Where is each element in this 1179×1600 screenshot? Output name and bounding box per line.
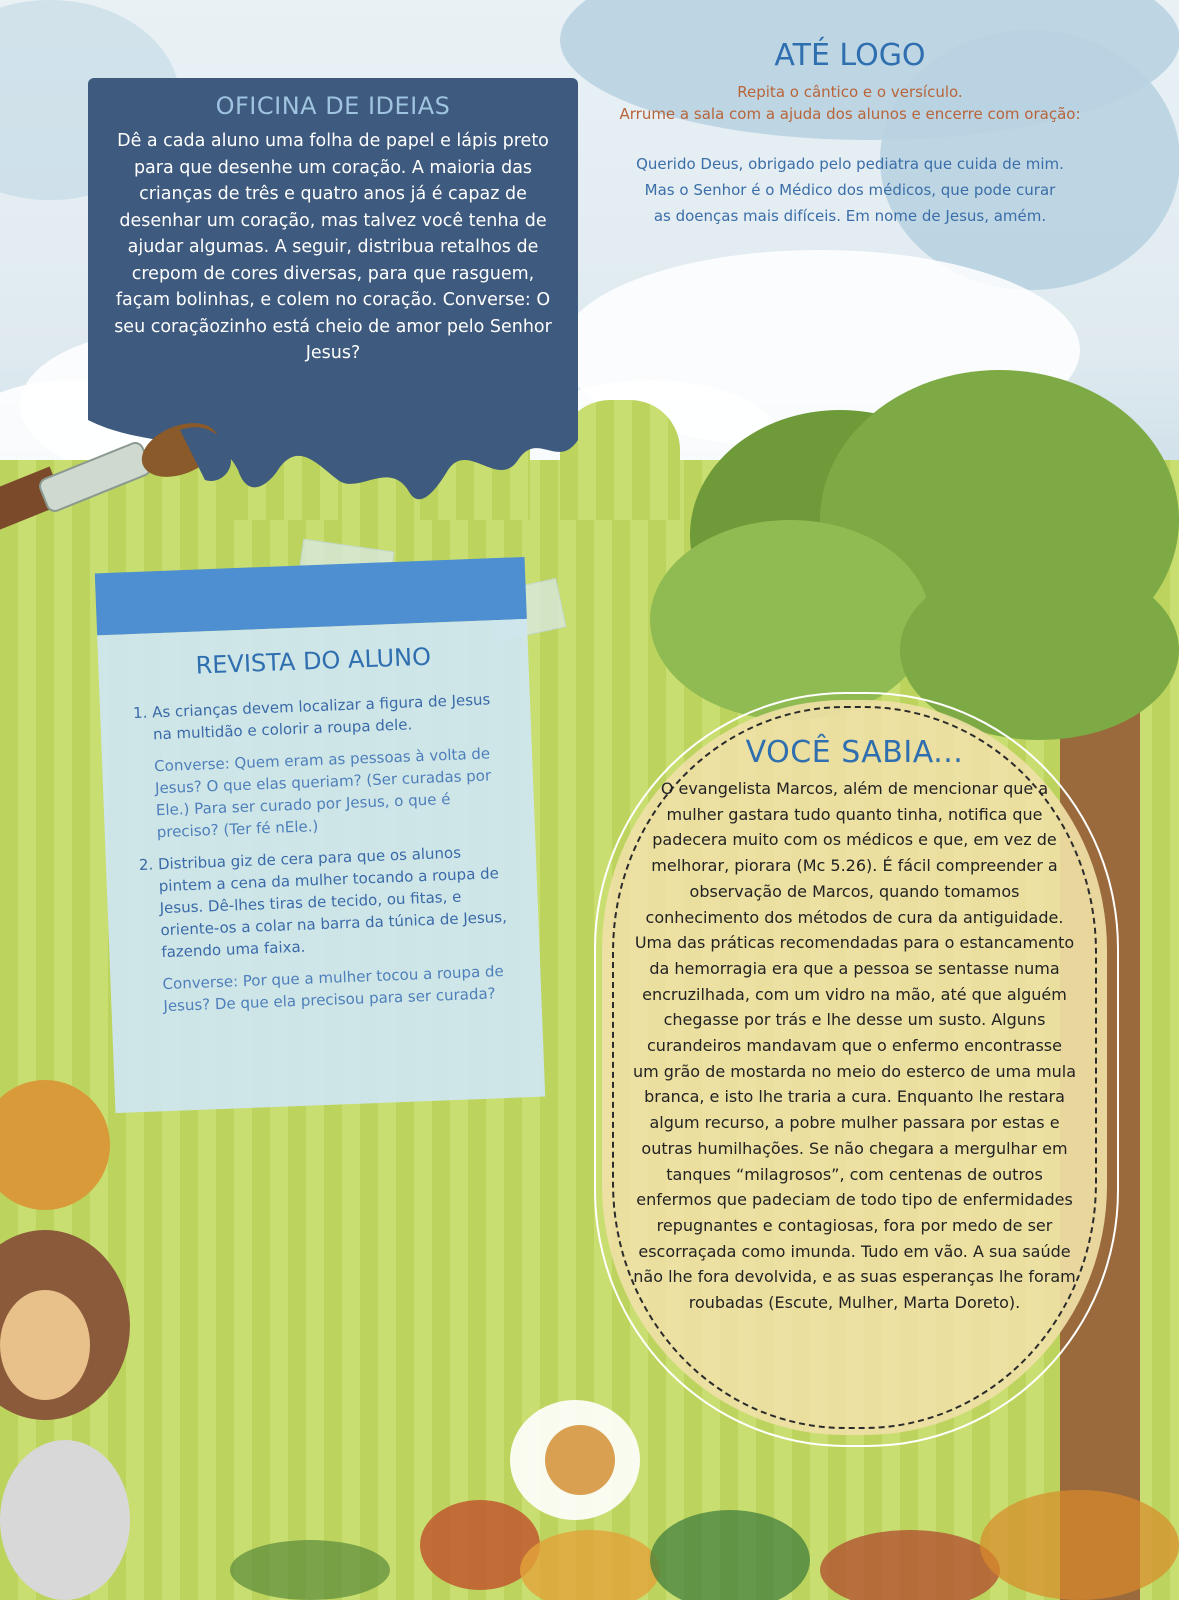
jaguar-icon xyxy=(545,1425,615,1495)
list-item xyxy=(158,840,522,1018)
instruction-line: Repita o cântico e o versículo. xyxy=(737,83,963,101)
paint-splatter xyxy=(230,1540,390,1600)
ate-logo-prayer xyxy=(600,151,1100,229)
prayer-line: Mas o Senhor é o Médico dos médicos, que pode curar xyxy=(644,181,1056,199)
item-text: As crianças devem localizar a figura de Jesus na multidão e colorir a roupa dele. xyxy=(151,690,491,744)
monkey-face xyxy=(0,1290,90,1400)
tree-foliage xyxy=(650,520,930,720)
prayer-line: Querido Deus, obrigado pelo pediatra que cuida de mim. xyxy=(636,155,1064,173)
zebra-icon xyxy=(0,1440,130,1600)
voce-sabia-title: VOCÊ SABIA... xyxy=(745,735,964,770)
oficina-text: Dê a cada aluno uma folha de papel e lápis preto para que desenhe um coração. A maioria das crianças de três e quatro anos já é capaz de desenhar um coração, mas talvez você tenha de ajudar algumas. A seguir, distribua retalhos de crepom de cores diversas, para que rasguem, façam bolinhas, e colem no coração. Converse: O seu coraçãozinho está cheio de amor pelo Senhor Jesus? xyxy=(114,131,552,363)
revista-content xyxy=(130,688,522,1028)
paintbrush-icon xyxy=(0,410,240,550)
voce-sabia-text: O evangelista Marcos, além de mencionar que a mulher gastara tudo quanto tinha, notifica que padecera muito com os médicos e que, em vez de melhorar, piorara (Mc 5.26). É fácil compreender a observação de Marcos, quando tomamos conhecimento dos métodos de cura da antiguidade. Uma das práticas recomendadas para o estancamento da hemorragia era que a pessoa se sentasse numa encruzilhada, com um vidro na mão, até que alguém chegasse por trás e lhe desse um susto. Alguns curandeiros mandavam que o enfermo encontrasse um grão de mostarda no meio do esterco de uma mula branca, e isto lhe traria a cura. Enquanto lhe restara algum recurso, a pobre mulher passara por estas e outras humilhações. Se não chegara a mergulhar em tanques “milagrosos”, com centenas de outros enfermos que padeciam de todo tipo de enfermidades repugnantes e contagiosas, fora por medo de ser escorraçada como imunda. Tudo em vão. A sua saúde não lhe fora devolvida, e as suas esperanças lhe foram roubadas (Escute, Mulher, Marta Doreto). xyxy=(632,779,1077,1313)
converse-text: Converse: Por que a mulher tocou a roupa de Jesus? De que ela precisou para ser curada? xyxy=(162,962,505,1016)
ate-logo-instructions xyxy=(600,81,1100,125)
oficina-title: OFICINA DE IDEIAS xyxy=(215,92,451,120)
instruction-line: Arrume a sala com a ajuda dos alunos e encerre com oração: xyxy=(619,105,1081,123)
ate-logo-section xyxy=(600,38,1100,229)
revista-list xyxy=(130,688,522,1018)
voce-sabia-section xyxy=(632,735,1077,1316)
paint-splatter xyxy=(520,1530,660,1600)
paint-splatter xyxy=(980,1490,1179,1600)
prayer-line: as doenças mais difíceis. Em nome de Jesus, amém. xyxy=(653,207,1047,225)
oficina-de-ideias-box xyxy=(88,78,578,403)
revista-do-aluno-card xyxy=(95,557,545,1113)
converse-text: Converse: Quem eram as pessoas à volta de Jesus? O que elas queriam? (Ser curadas por Ele.) Para ser curado por Jesus, o que é preciso? (Ter fé nEle.) xyxy=(153,744,492,842)
ate-logo-title: ATÉ LOGO xyxy=(774,38,926,73)
list-item xyxy=(152,688,515,844)
item-text: Distribua giz de cera para que os alunos pintem a cena da mulher tocando a roupa de Jesus. Dê-lhes tiras de tecido, ou fitas, e oriente-os a colar na barra da túnica de Jesus, fazendo uma faixa. xyxy=(157,843,508,962)
paint-splatter xyxy=(650,1510,810,1600)
revista-title: REVISTA DO ALUNO xyxy=(195,642,432,680)
paint-splatter xyxy=(820,1530,1000,1600)
